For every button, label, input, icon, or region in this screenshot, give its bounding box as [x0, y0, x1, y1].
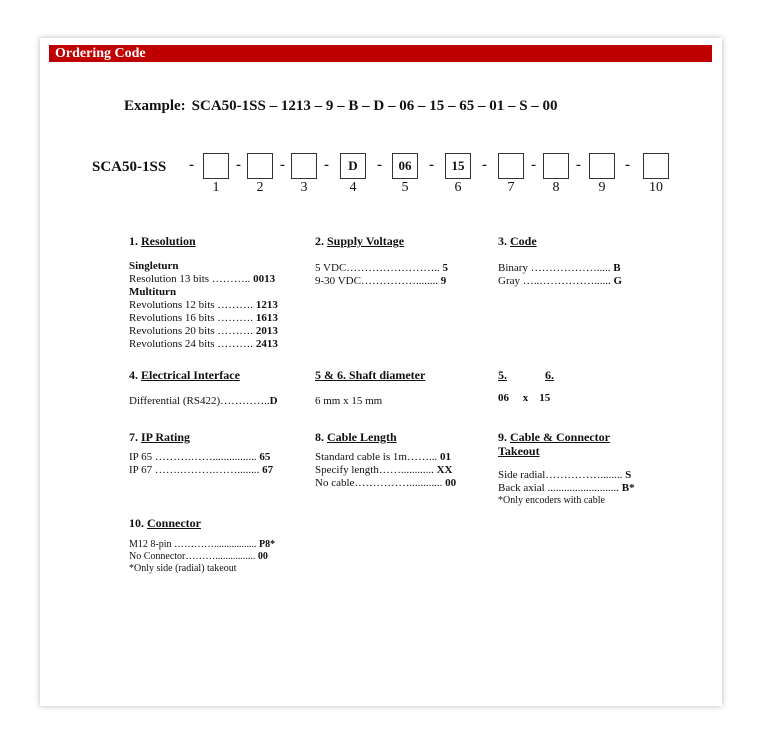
section-title: Cable & Connector [510, 430, 610, 444]
field-number: 10 [649, 180, 663, 195]
code-field-6: 15 [445, 153, 471, 179]
code-options [498, 262, 622, 288]
option-row: Binary ………………..... B [498, 262, 621, 274]
option-row: Specify length……............ XX [315, 464, 453, 476]
section-title: Shaft diameter [349, 368, 426, 382]
code-field-4: D [340, 153, 366, 179]
option-row: No cable……………............ 00 [315, 477, 457, 489]
separator-dash: - [531, 157, 536, 173]
section-number: 10. [129, 516, 144, 530]
code-field-2 [247, 153, 273, 179]
section-title: IP Rating [141, 430, 191, 444]
field-number: 8 [552, 180, 560, 195]
group-label: Multiturn [129, 286, 177, 298]
section-number: 7. [129, 430, 138, 444]
supply-options [315, 262, 448, 288]
option-row: Standard cable is 1m……... 01 [315, 451, 451, 463]
option-row: Back axial .......................... B* [498, 482, 635, 494]
option-row: Revolutions 16 bits ………. 1613 [129, 312, 278, 324]
document-page [40, 38, 722, 706]
section-electrical-heading [129, 368, 240, 383]
section-title: Resolution [141, 234, 196, 248]
section-title: Supply Voltage [327, 234, 405, 248]
section-resolution-heading [129, 234, 196, 249]
section-number: 3. [498, 234, 507, 248]
section-connector-heading [129, 516, 201, 531]
electrical-options [129, 395, 278, 408]
example-code: SCA50-1SS – 1213 – 9 – B – D – 06 – 15 – 65 – 01 – S – 00 [191, 98, 558, 114]
field-number: 7 [507, 180, 515, 195]
field-number: 1 [212, 180, 220, 195]
section-title: Connector [147, 516, 201, 530]
section-number: 1. [129, 234, 138, 248]
option-row: 5 VDC…………………….. 5 [315, 262, 449, 274]
separator-dash: - [482, 157, 487, 173]
section-title: Electrical Interface [141, 368, 240, 382]
example-label: Example: [124, 98, 186, 114]
separator-dash: - [324, 157, 329, 173]
takeout-options [498, 469, 635, 507]
option-row: Revolutions 12 bits ………. 1213 [129, 299, 278, 311]
section-supply-heading [315, 234, 404, 249]
shaft-codes: 06 x 15 [498, 392, 551, 404]
section-ip-heading [129, 430, 190, 445]
option-row: 9-30 VDC……………........ 9 [315, 275, 447, 287]
example-line [124, 98, 558, 115]
section-title: Cable Length [327, 430, 397, 444]
field-number: 4 [349, 180, 357, 195]
code-field-7 [498, 153, 524, 179]
footnote: *Only side (radial) takeout [129, 563, 237, 574]
separator-dash: - [189, 157, 194, 173]
option-row: Revolutions 20 bits ………. 2013 [129, 325, 278, 337]
shaft-text: 6 mm x 15 mm [315, 395, 383, 407]
section-title: Code [510, 234, 537, 248]
field-number: 9 [598, 180, 606, 195]
separator-dash: - [280, 157, 285, 173]
code-field-5: 06 [392, 153, 418, 179]
footnote: *Only encoders with cable [498, 495, 605, 506]
section-number: 5 & 6. [315, 368, 346, 382]
section-takeout-heading [498, 430, 610, 458]
model-name: SCA50-1SS [92, 159, 167, 175]
separator-dash: - [576, 157, 581, 173]
field-number: 2 [256, 180, 264, 195]
option-row: IP 67 …….……….……........ 67 [129, 464, 274, 476]
separator-dash: - [625, 157, 630, 173]
section-shaft-heading [315, 368, 425, 383]
field-number: 5 [401, 180, 409, 195]
separator-dash: - [236, 157, 241, 173]
code-field-10 [643, 153, 669, 179]
option-row: Side radial……………........ S [498, 469, 632, 481]
resolution-options [129, 260, 278, 351]
field-number: 6 [454, 180, 462, 195]
section-code-heading [498, 234, 537, 249]
option-row: M12 8-pin …………................. P8* [129, 539, 276, 550]
option-row: No Connector………................ 00 [129, 551, 268, 562]
code-field-8 [543, 153, 569, 179]
section-number: 8. [315, 430, 324, 444]
section-header: Ordering Code [49, 45, 712, 62]
code-field-9 [589, 153, 615, 179]
code-field-3 [291, 153, 317, 179]
section-number: 2. [315, 234, 324, 248]
option-row: Revolutions 24 bits ………. 2413 [129, 338, 278, 350]
section-number: 9. [498, 430, 507, 444]
code-field-1 [203, 153, 229, 179]
section-title-continued: Takeout [498, 444, 540, 458]
option-row: Resolution 13 bits ……….. 0013 [129, 273, 276, 285]
option-row: IP 65 ……….……................ 65 [129, 451, 271, 463]
shaft-code-heading-6: 6. [545, 368, 554, 382]
cable-options [315, 451, 456, 490]
section-number: 4. [129, 368, 138, 382]
separator-dash: - [429, 157, 434, 173]
field-number: 3 [300, 180, 308, 195]
option-row: Differential (RS422)…………..D [129, 395, 278, 407]
group-label: Singleturn [129, 260, 179, 272]
separator-dash: - [377, 157, 382, 173]
ip-options [129, 451, 273, 477]
option-row: Gray …..……………...... G [498, 275, 623, 287]
connector-options [129, 539, 275, 575]
section-cable-heading [315, 430, 397, 445]
shaft-code-heading-5: 5. [498, 368, 507, 382]
